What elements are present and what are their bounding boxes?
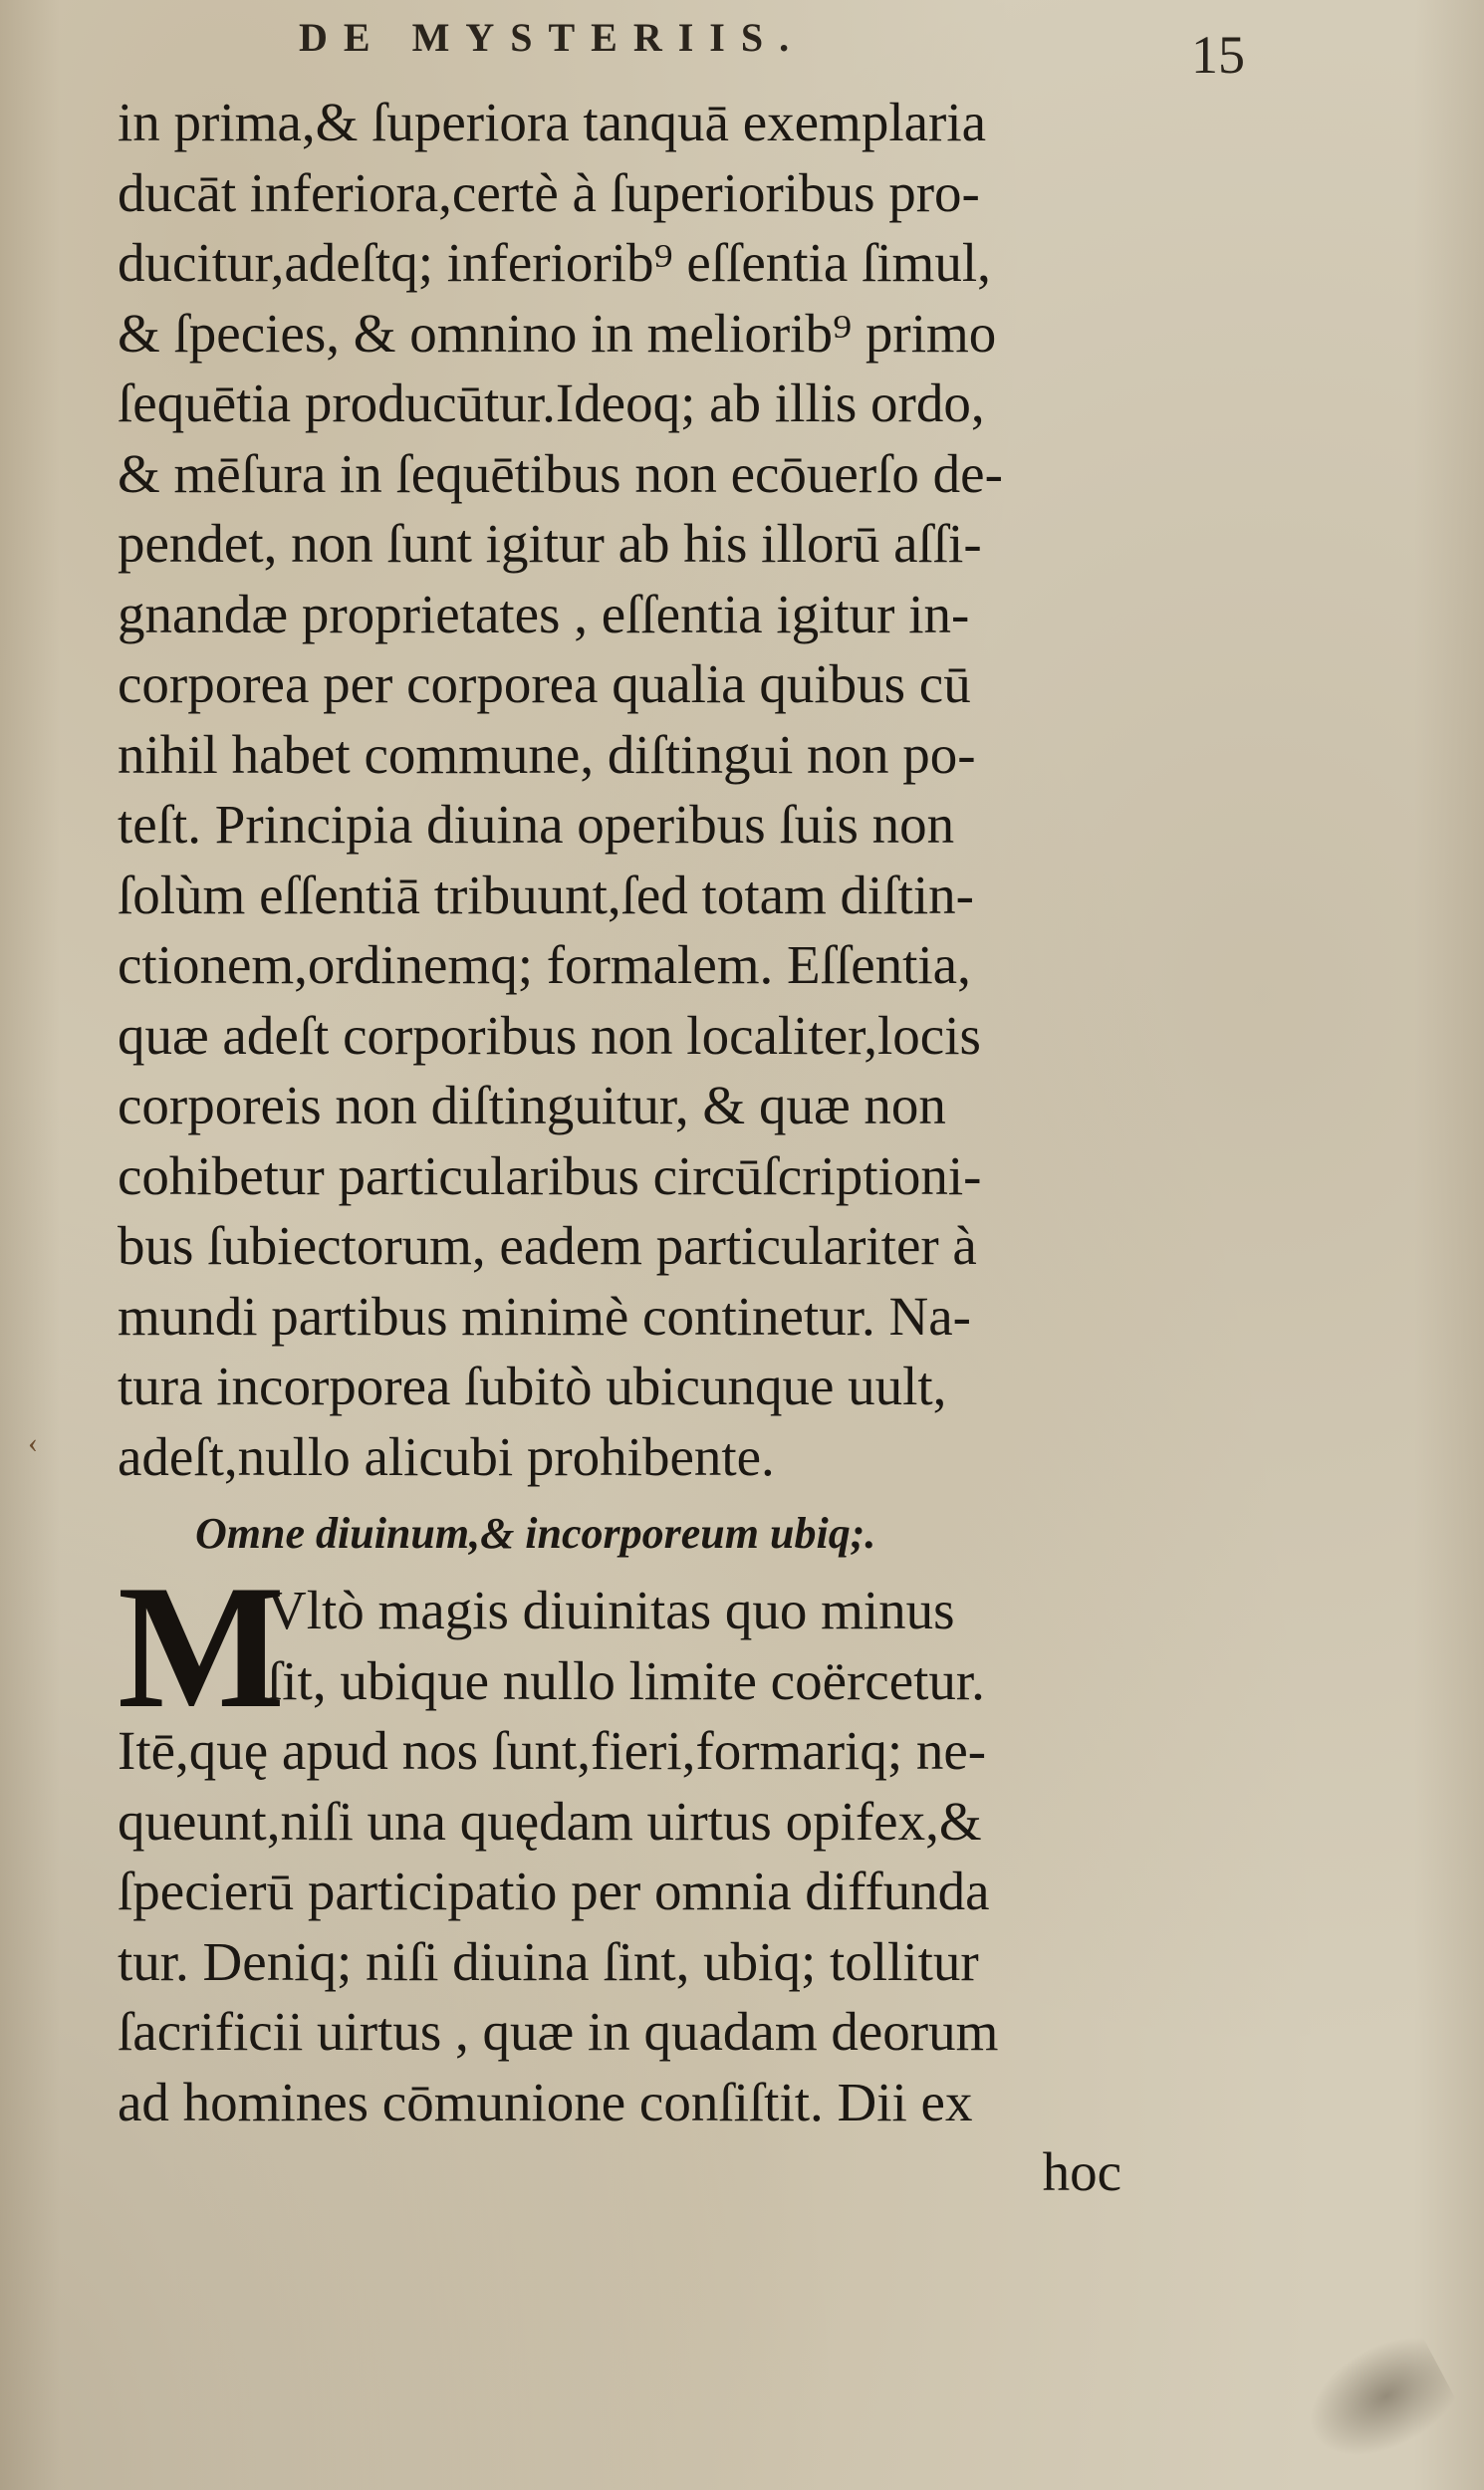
text-line: cohibetur particularibus circūſcriptioni- (118, 1144, 982, 1206)
text-line: ſolùm eſſentiā tribuunt,ſed totam diſtin- (118, 864, 974, 925)
text-line: corporea per corporea qualia quibus cū (118, 653, 971, 714)
text-line: corporeis non diſtinguitur, & quæ non (118, 1075, 946, 1135)
text-line: ſacrificii uirtus , quæ in quadam deorum (118, 2001, 999, 2062)
text-line: nihil habet commune, diſtingui non po- (118, 723, 976, 785)
body-text (118, 88, 1173, 2208)
running-title: DE MYSTERIIS. (299, 15, 806, 60)
corner-stain (1282, 2320, 1465, 2487)
text-line: ducāt inferiora,certè à ſuperioribus pro- (118, 161, 980, 223)
text-line: ſit, ubique nullo limite coërcetur. (267, 1649, 985, 1711)
text-line: ctionem,ordinemq; formalem. Eſſentia, (118, 934, 971, 995)
text-line: queunt,niſi una quędam uirtus opifex,& (118, 1790, 982, 1852)
text-line: ſequētia producūtur.Ideoq; ab illis ordo, (118, 373, 985, 433)
text-line: teſt. Principia diuina operibus ſuis non (118, 794, 955, 855)
page-number: 15 (1191, 25, 1245, 85)
text-line: gnandæ proprietates , eſſentia igitur in- (118, 583, 970, 644)
text-line: Vltò magis diuinitas quo minus (267, 1580, 955, 1640)
section-heading: Omne diuinum,& incorporeum ubiq;. (195, 1509, 876, 1558)
text-line: & mēſura in ſequētibus non ecōuerſo de- (118, 442, 1003, 504)
text-line: quæ adeſt corporibus non localiter,locis (118, 1004, 981, 1066)
text-line: ducitur,adeſtq; inferiorib⁹ eſſentia ſimul, (118, 232, 991, 293)
text-line: tura incorporea ſubitò ubicunque uult, (118, 1356, 947, 1416)
text-line: mundi partibus minimè continetur. Na- (118, 1285, 971, 1347)
text-line: tur. Deniq; niſi diuina ſint, ubiq; tollitur (118, 1930, 979, 1992)
text-line: ad homines cōmunione conſiſtit. Dii ex (118, 2071, 973, 2132)
text-line: Itē,quę apud nos ſunt,fieri,formariq; ne- (118, 1720, 987, 1781)
margin-mark: ‹ (28, 1426, 38, 1459)
text-line: & ſpecies, & omnino in meliorib⁹ primo (118, 302, 997, 364)
text-line: bus ſubiectorum, eadem particulariter à (118, 1215, 977, 1276)
drop-cap: M (118, 1548, 286, 1745)
text-line: pendet, non ſunt igitur ab his illorū aſſi- (118, 513, 982, 574)
drop-cap-paragraph (118, 1548, 1173, 1745)
catchword: hoc (1042, 2141, 1121, 2202)
text-line: adeſt,nullo alicubi prohibente. (118, 1425, 775, 1487)
text-line: in prima,& ſuperiora tanquā exemplaria (118, 92, 987, 152)
text-line: ſpecierū participatio per omnia diffunda (118, 1861, 990, 1921)
